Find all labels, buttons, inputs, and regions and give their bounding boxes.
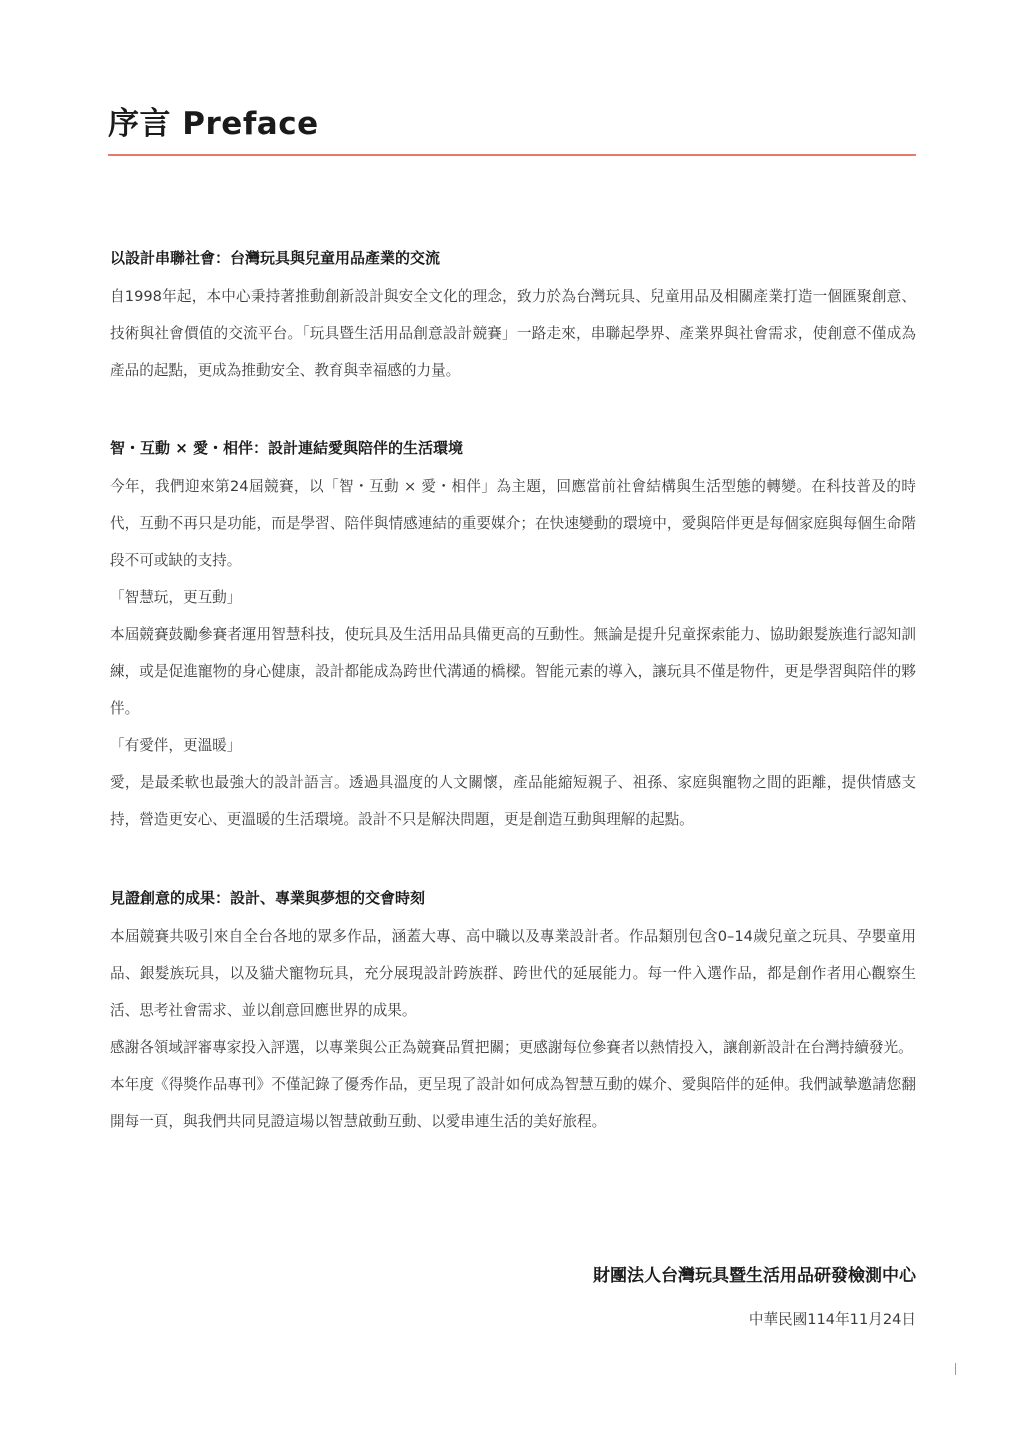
signature-organization: 財團法人台灣玩具暨生活用品研發檢測中心 [593,1266,916,1286]
section-heading: 見證創意的成果：設計、專業與夢想的交會時刻 [110,889,426,907]
title-divider [108,154,916,156]
paragraph: 本屆競賽共吸引來自全台各地的眾多作品，涵蓋大專、高中職以及專業設計者。作品類別包含0–14歲兒童之玩具、孕嬰童用品、銀髮族玩具，以及貓犬寵物玩具，充分展現設計跨族群、跨世代的延展能力。每一件入選作品，都是創作者用心觀察生活、思考社會需求、並以創意回應世界的成果。 [110,928,916,1019]
section-results [110,886,916,1140]
paragraph: 自1998年起，本中心秉持著推動創新設計與安全文化的理念，致力於為台灣玩具、兒童用品及相關產業打造一個匯聚創意、技術與社會價值的交流平台。「玩具暨生活用品創意設計競賽」一路走來，串聯起學界、產業界與社會需求，使創意不僅成為產品的起點，更成為推動安全、教育與幸福感的力量。 [110,288,916,379]
paragraph: 愛，是最柔軟也最強大的設計語言。透過具溫度的人文關懷，產品能縮短親子、祖孫、家庭與寵物之間的距離，提供情感支持，營造更安心、更溫暖的生活環境。設計不只是解決問題，更是創造互動與理解的起點。 [110,774,916,828]
paragraph: 今年，我們迎來第24屆競賽，以「智・互動 × 愛・相伴」為主題，回應當前社會結構與生活型態的轉變。在科技普及的時代，互動不再只是功能，而是學習、陪伴與情感連結的重要媒介；在快速變動的環境中，愛與陪伴更是每個家庭與每個生命階段不可或缺的支持。 [110,478,916,569]
page-title: 序言 Preface [108,106,319,142]
section-theme [110,436,916,838]
section-heading: 智・互動 × 愛・相伴：設計連結愛與陪伴的生活環境 [110,439,464,457]
subtheme-quote: 「智慧玩，更互動」 [110,589,242,606]
section-heading: 以設計串聯社會：台灣玩具與兒童用品產業的交流 [110,249,441,267]
paragraph: 感謝各領域評審專家投入評選，以專業與公正為競賽品質把關；更感謝每位參賽者以熱情投入，讓創新設計在台灣持續發光。 [110,1039,913,1056]
paragraph: 本年度《得獎作品專刊》不僅記錄了優秀作品，更呈現了設計如何成為智慧互動的媒介、愛與陪伴的延伸。我們誠摯邀請您翻開每一頁，與我們共同見證這場以智慧啟動互動、以愛串連生活的美好旅程。 [110,1076,916,1130]
signature-date: 中華民國114年11月24日 [748,1311,916,1328]
page-marker [955,1363,956,1375]
subtheme-quote: 「有愛伴，更溫暖」 [110,737,242,754]
paragraph: 本屆競賽鼓勵參賽者運用智慧科技，使玩具及生活用品具備更高的互動性。無論是提升兒童探索能力、協助銀髮族進行認知訓練，或是促進寵物的身心健康，設計都能成為跨世代溝通的橋樑。智能元素的導入，讓玩具不僅是物件，更是學習與陪伴的夥伴。 [110,626,916,717]
section-industry-exchange [110,246,916,389]
